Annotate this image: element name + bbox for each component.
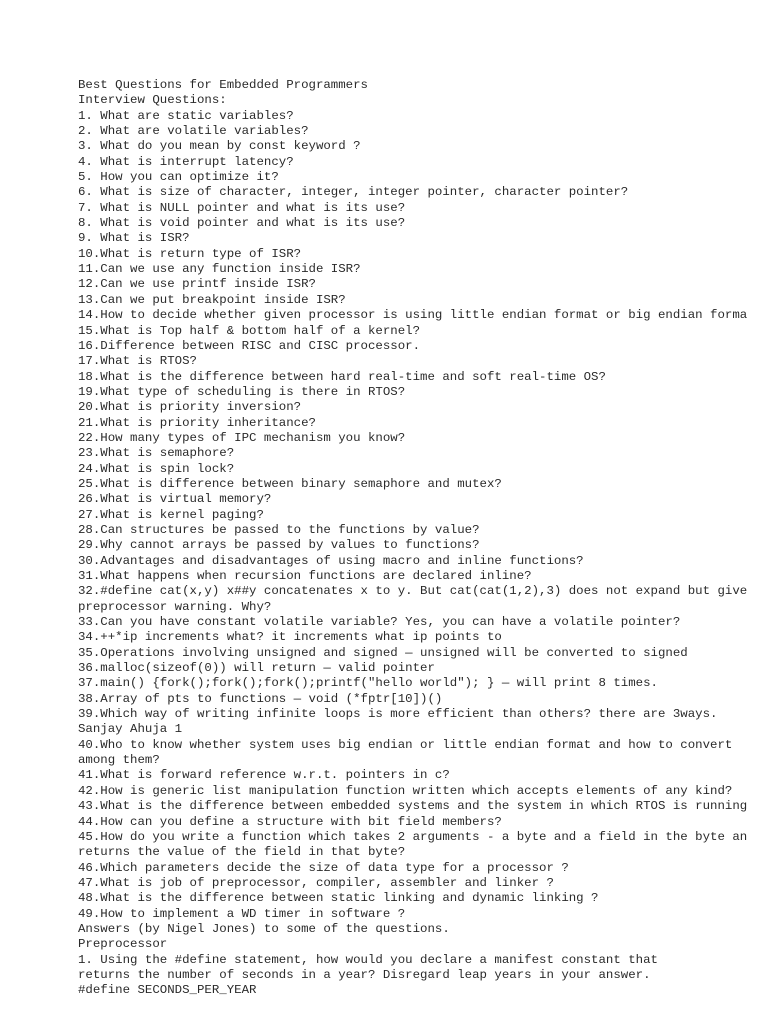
text-line: 7. What is NULL pointer and what is its use?: [78, 200, 406, 215]
text-line: Answers (by Nigel Jones) to some of the questions.: [78, 921, 450, 936]
text-line: 11.Can we use any function inside ISR?: [78, 262, 361, 277]
text-line: Interview Questions:: [78, 93, 227, 108]
text-line: 19.What type of scheduling is there in RTOS?: [78, 384, 406, 399]
text-line: 3. What do you mean by const keyword ?: [78, 139, 361, 154]
text-line: 32.#define cat(x,y) x##y concatenates x to y. But cat(cat(1,2),3) does not expand but give: [78, 584, 748, 599]
text-line: 18.What is the difference between hard real-time and soft real-time OS?: [78, 369, 606, 384]
text-line: 15.What is Top half & bottom half of a kernel?: [78, 323, 421, 338]
text-line: 24.What is spin lock?: [78, 461, 235, 476]
text-line: 10.What is return type of ISR?: [78, 246, 302, 261]
text-line: 45.How do you write a function which takes 2 arguments - a byte and a field in the byte an: [78, 829, 748, 844]
text-line: 22.How many types of IPC mechanism you know?: [78, 430, 406, 445]
text-line: 46.Which parameters decide the size of data type for a processor ?: [78, 860, 569, 875]
text-line: 23.What is semaphore?: [78, 446, 235, 461]
text-line: 1. Using the #define statement, how would you declare a manifest constant that: [78, 952, 658, 967]
text-line: returns the value of the field in that byte?: [78, 845, 406, 860]
text-line: 38.Array of pts to functions — void (*fptr[10])(): [78, 691, 443, 706]
text-line: 39.Which way of writing infinite loops is more efficient than others? there are 3ways.: [78, 707, 718, 722]
document-title: Best Questions for Embedded Programmers: [78, 78, 368, 92]
text-line: 34.++*ip increments what? it increments what ip points to: [78, 630, 502, 645]
text-line: 44.How can you define a structure with bit field members?: [78, 814, 502, 829]
text-line: 40.Who to know whether system uses big endian or little endian format and how to convert: [78, 737, 733, 752]
text-line: among them?: [78, 753, 160, 768]
document-body: [78, 78, 768, 999]
text-line: 12.Can we use printf inside ISR?: [78, 277, 316, 292]
text-line: 33.Can you have constant volatile variable? Yes, you can have a volatile pointer?: [78, 615, 681, 630]
text-line: returns the number of seconds in a year? Disregard leap years in your answer.: [78, 967, 651, 982]
text-line: 43.What is the difference between embedded systems and the system in which RTOS is running: [78, 799, 748, 814]
text-line: 41.What is forward reference w.r.t. pointers in c?: [78, 768, 450, 783]
text-line: 49.How to implement a WD timer in software ?: [78, 906, 406, 921]
text-line: 14.How to decide whether given processor is using little endian format or big endian forma: [78, 308, 748, 323]
text-line: 31.What happens when recursion functions are declared inline?: [78, 569, 532, 583]
text-line: 16.Difference between RISC and CISC processor.: [78, 338, 421, 353]
text-line: 9. What is ISR?: [78, 231, 190, 246]
text-line: 30.Advantages and disadvantages of using macro and inline functions?: [78, 553, 584, 568]
text-line: Preprocessor: [78, 937, 168, 952]
text-line: 48.What is the difference between static linking and dynamic linking ?: [78, 891, 599, 906]
text-line: 4. What is interrupt latency?: [78, 154, 294, 169]
text-line: Sanjay Ahuja 1: [78, 722, 183, 737]
text-line: 1. What are static variables?: [78, 108, 294, 123]
text-line: 35.Operations involving unsigned and signed — unsigned will be converted to signed: [78, 645, 688, 660]
text-line: 5. How you can optimize it?: [78, 170, 279, 185]
text-line: 36.malloc(sizeof(0)) will return — valid pointer: [78, 661, 435, 676]
text-line: 2. What are volatile variables?: [78, 124, 309, 139]
text-line: 26.What is virtual memory?: [78, 492, 272, 507]
text-line: 47.What is job of preprocessor, compiler, assembler and linker ?: [78, 875, 554, 890]
text-line: 13.Can we put breakpoint inside ISR?: [78, 292, 346, 307]
text-line: 37.main() {fork();fork();fork();printf("hello world"); } — will print 8 times.: [78, 676, 658, 691]
text-line: 20.What is priority inversion?: [78, 400, 302, 415]
text-line: #define SECONDS_PER_YEAR: [78, 983, 257, 998]
text-line: 29.Why cannot arrays be passed by values to functions?: [78, 538, 480, 553]
text-line: 28.Can structures be passed to the functions by value?: [78, 522, 480, 537]
text-line: 6. What is size of character, integer, integer pointer, character pointer?: [78, 185, 629, 200]
text-line: 8. What is void pointer and what is its use?: [78, 216, 406, 231]
text-line: preprocessor warning. Why?: [78, 599, 272, 614]
text-line: 21.What is priority inheritance?: [78, 415, 316, 430]
text-line: 27.What is kernel paging?: [78, 507, 264, 522]
text-line: 17.What is RTOS?: [78, 354, 197, 369]
text-line: 25.What is difference between binary semaphore and mutex?: [78, 476, 502, 491]
text-line: 42.How is generic list manipulation function written which accepts elements of any kind?: [78, 783, 733, 798]
